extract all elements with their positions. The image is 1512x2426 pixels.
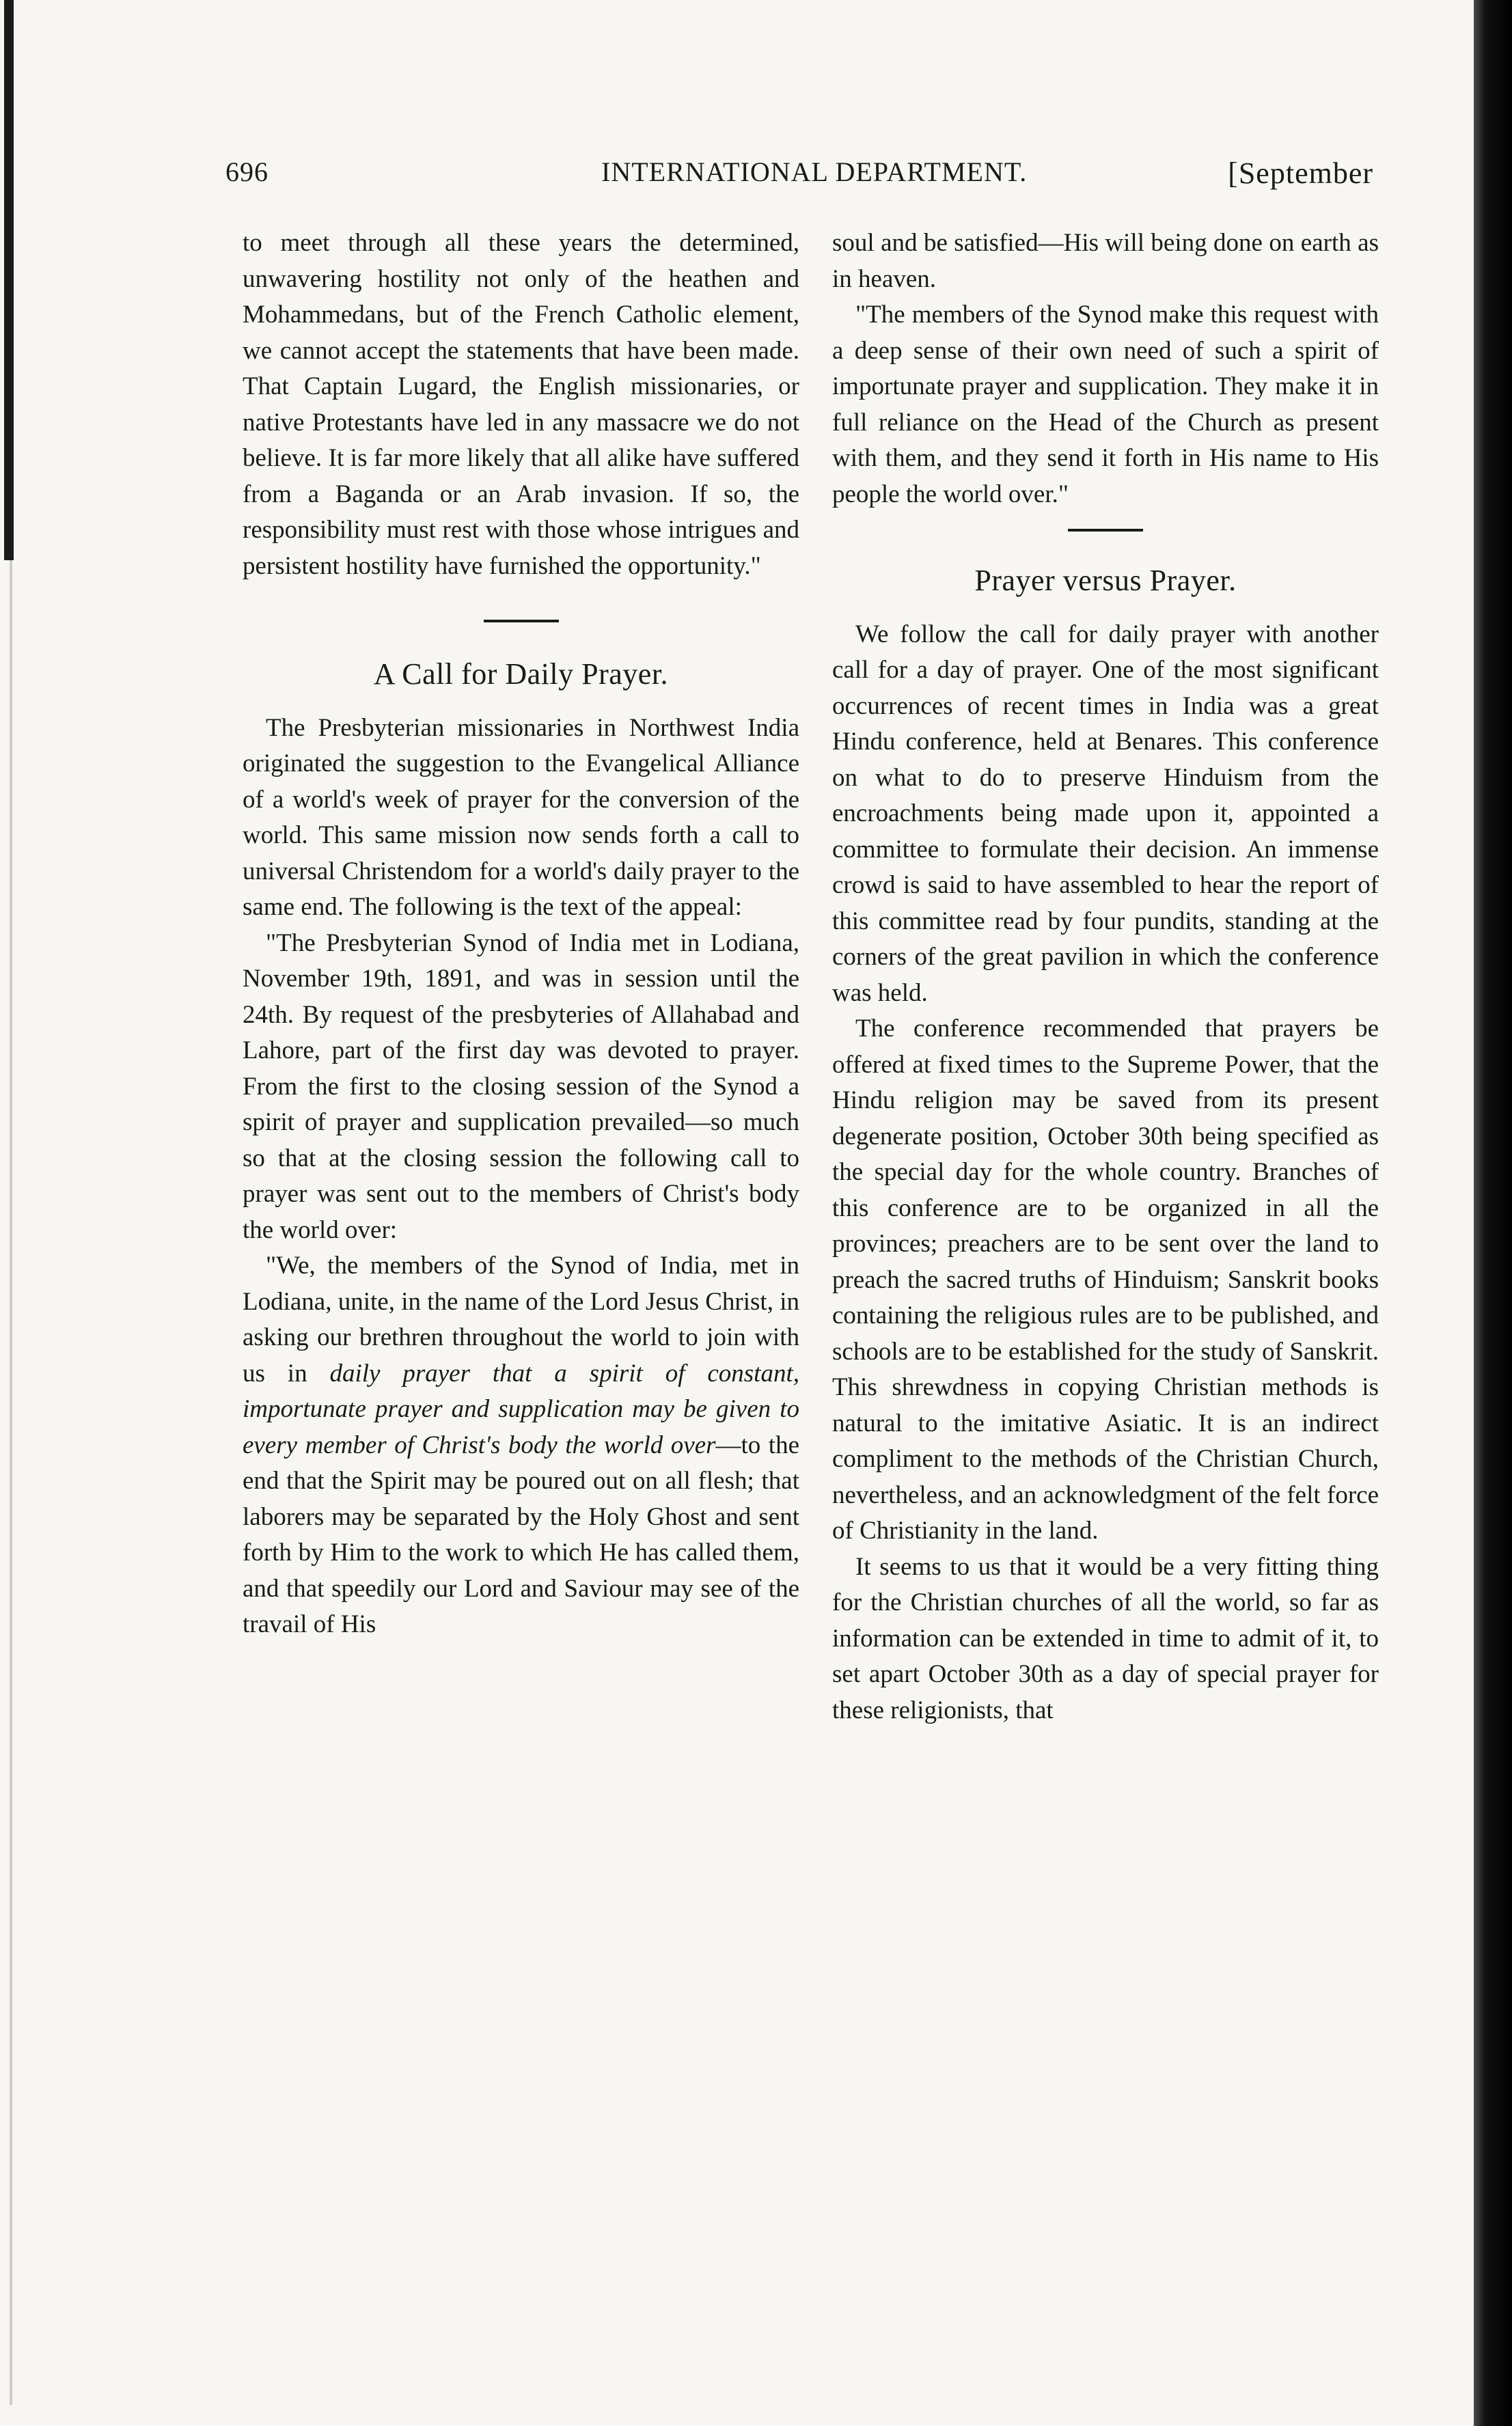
italic-quote-text: daily prayer that a spirit of constant, importunate prayer and supplication may be given to every member of Christ's body the world over bbox=[243, 1359, 799, 1459]
section-divider bbox=[1068, 529, 1143, 532]
running-month: [September bbox=[1228, 156, 1373, 190]
scan-edge-left-line bbox=[10, 560, 12, 2405]
paragraph bbox=[243, 1248, 799, 1643]
paragraph: "The members of the Synod make this request with a deep sense of their own need of such a spirit of importunate prayer and supplication. They make it in full reliance on the Head of the Church as present with them, and they send it forth in His name to His people the world over." bbox=[832, 301, 1379, 508]
quote-text: "We, the members of the Synod of India, met in Lodiana, unite, in the name of the Lord Jesus Christ, in asking our brethren throughout the world to join with us in bbox=[243, 1252, 799, 1388]
paragraph: The Presbyterian missionaries in Northwest India originated the suggestion to the Evangelical Alliance of a world's week of prayer for the conversion of the world. This same mission now sends forth a call to universal Christendom for a world's daily prayer to the same end. The following is the text of the appeal: bbox=[243, 713, 799, 921]
left-column bbox=[243, 225, 799, 1643]
scan-edge-right bbox=[1474, 0, 1512, 2426]
paragraph: We follow the call for daily prayer with another call for a day of prayer. One of the most significant occurrences of recent times in India was a great Hindu conference, held at Benares. This conference on what to do to preserve Hinduism from the encroachments being made upon it, appointed a committee to formulate their decision. An immense crowd is said to have assembled to hear the report of this committee read by four pundits, standing at the corners of the great pavilion in which the conference was held. bbox=[832, 620, 1379, 1007]
running-title: INTERNATIONAL DEPARTMENT. bbox=[601, 156, 1028, 187]
paragraph: soul and be satisfied—His will being done on earth as in heaven. bbox=[832, 229, 1379, 293]
section-heading: A Call for Daily Prayer. bbox=[373, 657, 669, 691]
paragraph: to meet through all these years the determined, unwavering hostility not only of the heathen and Mohammedans, but of the French Catholic element, we cannot accept the statements that have been made. That Captain Lugard, the English missionaries, or native Protestants have led in any massacre we do not believe. It is far more likely that all alike have suffered from a Baganda or an Arab invasion. If so, the responsibility must rest with those whose intrigues and persistent hostility have furnished the opportunity." bbox=[243, 229, 799, 580]
page-number: 696 bbox=[225, 156, 269, 187]
section-heading: Prayer versus Prayer. bbox=[974, 564, 1237, 597]
paragraph: It seems to us that it would be a very fitting thing for the Christian churches of all the world, so far as information can be extended in time to admit of it, to set apart October 30th as a day of special prayer for these religionists, that bbox=[832, 1552, 1379, 1724]
section-divider bbox=[484, 620, 559, 622]
paragraph: The conference recommended that prayers be offered at fixed times to the Supreme Power, that the Hindu religion may be saved from its present degenerate position, October 30th being specified as the special day for the whole country. Branches of this conference are to be organized in all the provinces; preachers are to be sent over the land to preach the sacred truths of Hinduism; Sanskrit books containing the religious rules are to be published, and schools are to be established for the study of Sanskrit. This shrewdness in copying Christian methods is natural to the imitative Asiatic. It is an indirect compliment to the methods of the Christian Church, nevertheless, and an acknowledgment of the felt force of Christianity in the land. bbox=[832, 1015, 1379, 1545]
scan-edge-left bbox=[4, 0, 14, 560]
paragraph: "The Presbyterian Synod of India met in Lodiana, November 19th, 1891, and was in session until the 24th. By request of the presbyteries of Allahabad and Lahore, part of the first day was devoted to prayer. From the first to the closing session of the Synod a spirit of prayer and supplication prevailed—so much so that at the closing session the following call to prayer was sent out to the members of Christ's body the world over: bbox=[243, 928, 799, 1244]
running-header bbox=[225, 156, 1373, 204]
quote-text: —to the end that the Spirit may be poured out on all flesh; that laborers may be separated by the Holy Ghost and sent forth by Him to the work to which He has called them, and that speedily our Lord and Saviour may see of the travail of His bbox=[243, 1431, 799, 1638]
right-column bbox=[832, 225, 1379, 1728]
